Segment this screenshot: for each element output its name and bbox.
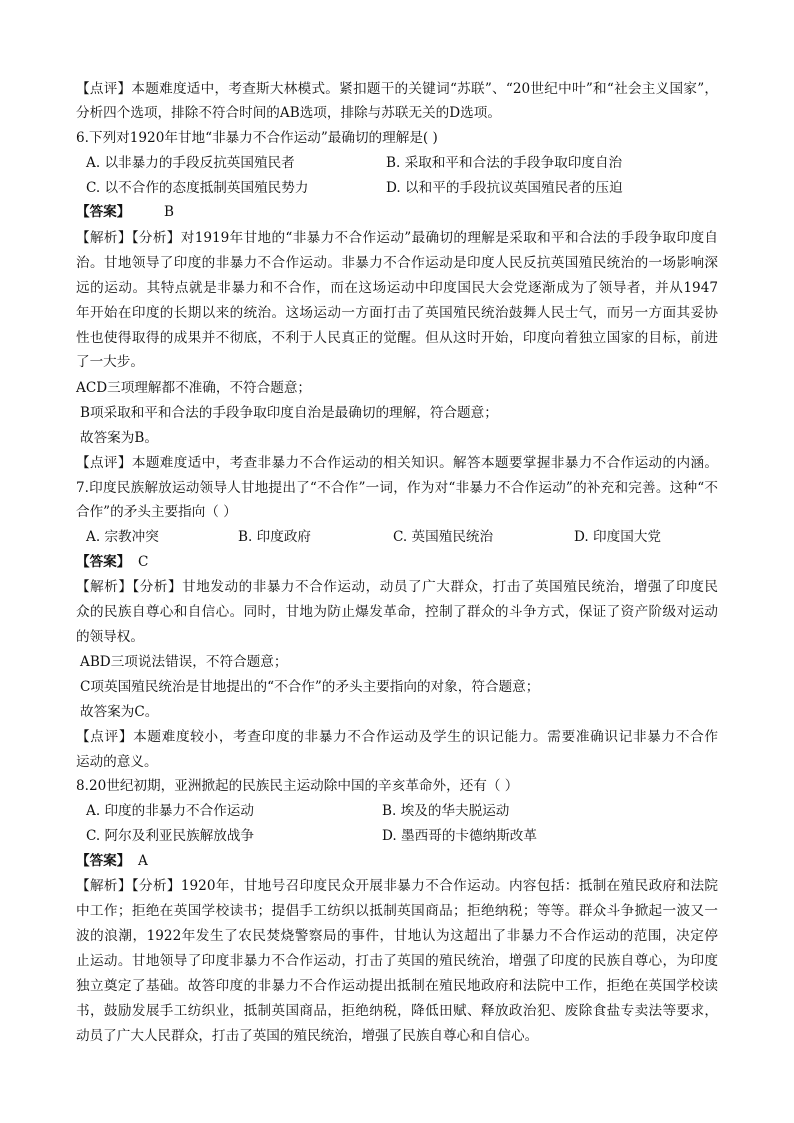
q8-option-c: C. 阿尔及利亚民族解放战争 xyxy=(86,828,255,844)
q8-analysis-line-7: 动员了广大人民群众，打击了英国的殖民统治，增强了民族自尊心和自信心。 xyxy=(76,1028,539,1044)
q7-analysis-line-4: ABD三项说法错误，不符合题意； xyxy=(80,654,288,670)
q7-analysis-line-6: 故答案为C。 xyxy=(80,704,159,720)
q8-analysis-line-1: 【解析】【分析】1920年，甘地号召印度民众开展非暴力不合作运动。内容包括：抵制在殖民政府和法院 xyxy=(76,878,718,894)
q7-option-c: C. 英国殖民统治 xyxy=(393,529,494,545)
q8-stem: 8.20世纪初期，亚洲掀起的民族民主运动除中国的辛亥革命外，还有（ ） xyxy=(76,778,519,794)
q6-analysis-line-8: B项采取和平和合法的手段争取印度自治是最确切的理解，符合题意； xyxy=(80,405,498,421)
q6-option-a: A. 以非暴力的手段反抗英国殖民者 xyxy=(86,155,295,171)
q6-analysis-line-9: 故答案为B。 xyxy=(80,430,158,446)
q8-option-d: D. 墨西哥的卡德纳斯改革 xyxy=(382,828,537,844)
q7-stem-line-2: 合作”的矛头主要指向（ ） xyxy=(76,504,237,520)
q6-analysis-line-2: 治。甘地领导了印度的非暴力不合作运动。非暴力不合作运动是印度人民反抗英国殖民统治的一场影响深 xyxy=(76,255,718,271)
q7-option-b: B. 印度政府 xyxy=(238,529,312,545)
q7-comment-line-1: 【点评】本题难度较小，考查印度的非暴力不合作运动及学生的识记能力。需要准确识记非暴力不合作 xyxy=(76,729,718,745)
q6-analysis-line-1: 【解析】【分析】对1919年甘地的“非暴力不合作运动”最确切的理解是采取和平和合法的手段争取印度自 xyxy=(76,230,718,246)
q8-answer-label: 【答案】 xyxy=(76,853,131,869)
q6-option-b: B. 采取和平和合法的手段争取印度自治 xyxy=(386,155,623,171)
q6-comment: 【点评】本题难度适中，考查非暴力不合作运动的相关知识。解答本题要掌握非暴力不合作运动的内涵。 xyxy=(76,455,718,471)
q7-option-d: D. 印度国大党 xyxy=(574,529,662,545)
q8-option-a: A. 印度的非暴力不合作运动 xyxy=(86,803,254,819)
q8-analysis-line-5: 独立奠定了基础。故答印度的非暴力不合作运动提出抵制在殖民地政府和法院中工作，拒绝在英国学校读 xyxy=(76,978,718,994)
q7-answer: C xyxy=(138,554,149,570)
q6-answer-label: 【答案】 xyxy=(76,204,131,220)
q7-stem-line-1: 7.印度民族解放运动领导人甘地提出了“不合作”一词，作为对“非暴力不合作运动”的补充和完善。这种“不 xyxy=(76,480,718,496)
q6-answer: B xyxy=(164,204,174,220)
q5-comment-line-1: 【点评】本题难度适中，考查斯大林模式。紧扣题干的关键词“苏联”、“20世纪中叶”和“社会主义国家”， xyxy=(76,81,718,97)
q6-stem: 6.下列对1920年甘地“非暴力不合作运动”最确切的理解是( ) xyxy=(76,130,438,146)
q8-option-b: B. 埃及的华夫脱运动 xyxy=(382,803,510,819)
q6-analysis-line-4: 年开始在印度的长期以来的统治。这场运动一方面打击了英国殖民统治鼓舞人民士气，而另一方面其妥协 xyxy=(76,305,718,321)
q7-analysis-line-1: 【解析】【分析】甘地发动的非暴力不合作运动，动员了广大群众，打击了英国殖民统治，增强了印度民 xyxy=(76,579,718,595)
q8-analysis-line-6: 书，鼓励发展手工纺织业，抵制英国商品，拒绝纳税，降低田赋、释放政治犯、废除食盐专卖法等要求， xyxy=(76,1003,718,1019)
q7-comment-line-2: 运动的意义。 xyxy=(76,754,158,770)
q7-analysis-line-3: 的领导权。 xyxy=(76,629,144,645)
q7-option-a: A. 宗教冲突 xyxy=(86,529,159,545)
q6-option-d: D. 以和平的手段抗议英国殖民者的压迫 xyxy=(386,180,623,196)
q6-analysis-line-6: 了一大步。 xyxy=(76,354,144,370)
q8-analysis-line-3: 波的浪潮，1922年发生了农民焚烧警察局的事件，甘地认为这超出了非暴力不合作运动的范围，决定停 xyxy=(76,928,718,944)
q7-analysis-line-2: 众的民族自尊心和自信心。同时，甘地为防止爆发革命，控制了群众的斗争方式，保证了资产阶级对运动 xyxy=(76,604,718,620)
q5-comment-line-2: 分析四个选项，排除不符合时间的AB选项，排除与苏联无关的D选项。 xyxy=(76,105,501,121)
q8-analysis-line-4: 止运动。甘地领导了印度非暴力不合作运动，打击了英国的殖民统治，增强了印度的民族自尊心，为印度 xyxy=(76,953,718,969)
q6-analysis-line-7: ACD三项理解都不准确，不符合题意； xyxy=(76,380,312,396)
q7-answer-label: 【答案】 xyxy=(76,554,131,570)
q8-answer: A xyxy=(138,853,148,869)
q7-analysis-line-5: C项英国殖民统治是甘地提出的“不合作”的矛头主要指向的对象，符合题意； xyxy=(80,679,540,695)
q6-analysis-line-5: 性也使得取得的成果并不彻底，不利于人民真正的觉醒。但从这时开始，印度向着独立国家的目标，前进 xyxy=(76,330,718,346)
q8-analysis-line-2: 中工作；拒绝在英国学校读书；提倡手工纺织以抵制英国商品；拒绝纳税；等等。群众斗争掀起一波又一 xyxy=(76,903,718,919)
q6-analysis-line-3: 远的运动。其特点就是非暴力和不合作，而在这场运动中印度国民大会党逐渐成为了领导者，并从1947 xyxy=(76,280,718,296)
q6-option-c: C. 以不合作的态度抵制英国殖民势力 xyxy=(86,180,309,196)
